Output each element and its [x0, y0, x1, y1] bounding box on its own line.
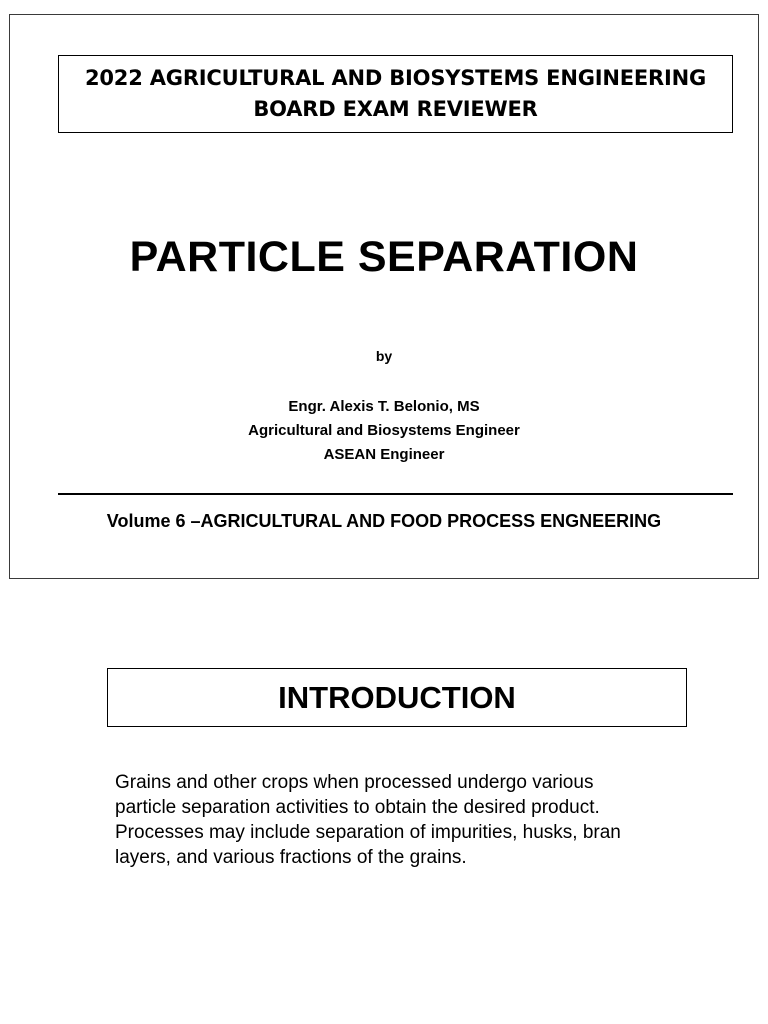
divider [58, 493, 733, 495]
author-role: Agricultural and Biosystems Engineer [248, 422, 520, 439]
paragraph-line: Grains and other crops when processed undergo various [115, 772, 594, 793]
by-label: by [375, 348, 393, 364]
paragraph-line: layers, and various fractions of the grains. [115, 847, 467, 868]
paragraph-line: Processes may include separation of impurities, husks, bran [115, 822, 621, 843]
author-affiliation: ASEAN Engineer [323, 446, 445, 463]
page-title: PARTICLE SEPARATION [129, 233, 639, 281]
exam-title-line-1: 2022 AGRICULTURAL AND BIOSYSTEMS ENGINEERING [84, 66, 707, 90]
exam-title-line-2: BOARD EXAM REVIEWER [253, 97, 538, 121]
author-block [10, 395, 758, 467]
introduction-paragraph [115, 770, 715, 870]
author-name: Engr. Alexis T. Belonio, MS [288, 398, 480, 415]
volume-label: Volume 6 –AGRICULTURAL AND FOOD PROCESS ENGNEERING [106, 511, 662, 531]
exam-title-box [58, 55, 733, 133]
cover-slide [9, 14, 759, 579]
paragraph-line: particle separation activities to obtain the desired product. [115, 797, 600, 818]
introduction-heading: INTRODUCTION [107, 668, 687, 727]
